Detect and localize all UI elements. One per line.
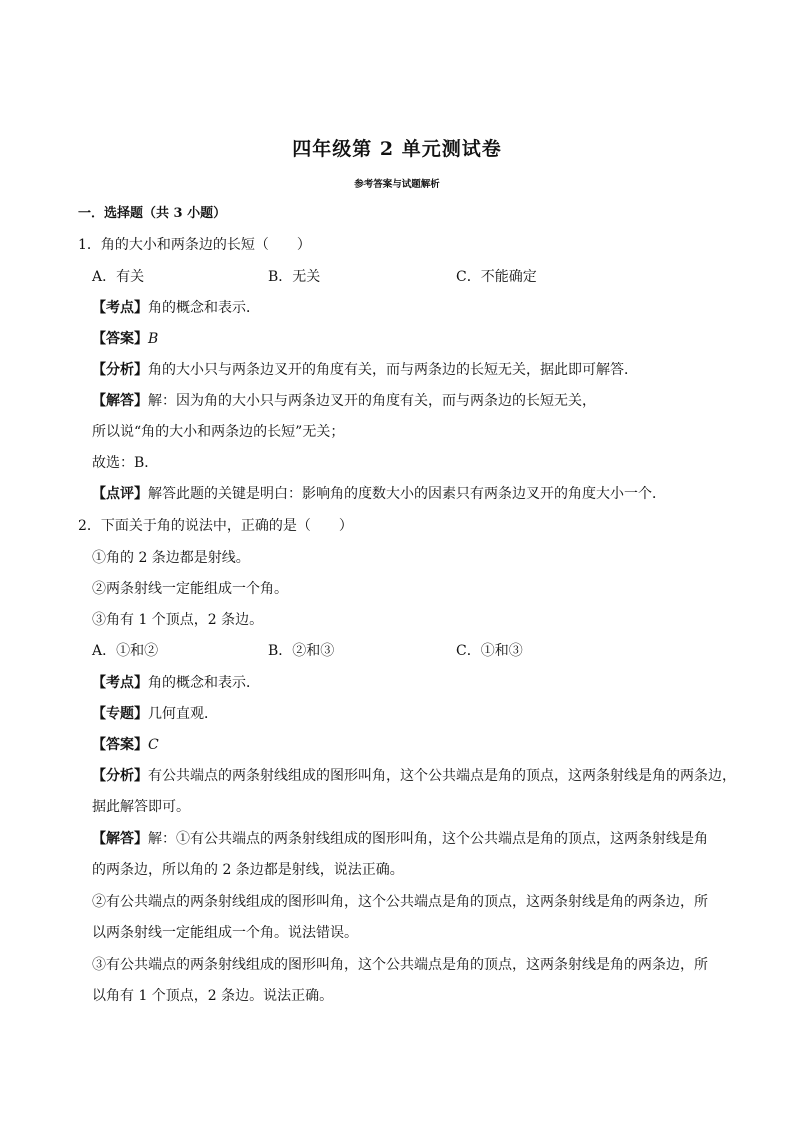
q1-option-c: C．不能确定 (456, 269, 537, 285)
q1-dianping-text: 解答此题的关键是明白：影响角的度数大小的因素只有两条边叉开的角度大小一个． (148, 486, 666, 502)
q2-kaodian-text: 角的概念和表示． (148, 675, 260, 691)
q2-zhuanti-tag: 【专题】 (92, 706, 148, 722)
q2-statement-1: ①角的 2 条边都是射线。 (92, 550, 250, 566)
q1-fenxi-text: 角的大小只与两条边叉开的角度有关，而与两条边的长短无关，据此即可解答． (148, 362, 638, 378)
q2-daan-tag: 【答案】 (92, 737, 148, 753)
q1-option-b: B．无关 (268, 269, 321, 285)
q1-kaodian (92, 298, 260, 318)
q2-jieda-tag: 【解答】 (92, 831, 148, 847)
q2-daan (92, 735, 159, 755)
q1-daan-tag: 【答案】 (92, 331, 148, 347)
q1-jieda-line3: 故选：B． (92, 455, 159, 471)
q1-option-a: A．有关 (92, 269, 145, 285)
q1-stem: 1．角的大小和两条边的长短（ ） (78, 237, 311, 253)
section-heading: 一．选择题（共 3 小题） (78, 206, 227, 221)
q2-option-b: B．②和③ (268, 643, 335, 659)
q2-statement-3: ③角有 1 个顶点，2 条边。 (92, 612, 264, 628)
q1-kaodian-tag: 【考点】 (92, 300, 148, 316)
q2-option-a: A．①和② (92, 643, 159, 659)
q1-dianping (92, 484, 666, 504)
q1-fenxi-tag: 【分析】 (92, 362, 148, 378)
q1-jieda-tag: 【解答】 (92, 393, 148, 409)
q2-stem: 2．下面关于角的说法中，正确的是（ ） (78, 518, 353, 534)
q2-statement-2: ②两条射线一定能组成一个角。 (92, 581, 288, 597)
page-title: 四年级第 2 单元测试卷 (292, 138, 502, 160)
q1-kaodian-text: 角的概念和表示． (148, 300, 260, 316)
q1-dianping-tag: 【点评】 (92, 486, 148, 502)
q1-daan-text: B (148, 331, 159, 347)
q2-daan-text: C (148, 737, 159, 753)
q2-fenxi (92, 766, 736, 786)
q2-jieda-line4: 以两条射线一定能组成一个角。说法错误。 (92, 925, 358, 941)
q2-option-c: C．①和③ (456, 643, 523, 659)
q2-fenxi-text: 有公共端点的两条射线组成的图形叫角，这个公共端点是角的顶点，这两条射线是角的两条边， (148, 768, 736, 784)
q1-daan (92, 329, 158, 349)
q2-kaodian (92, 673, 260, 693)
q1-jieda (92, 391, 596, 411)
q1-jieda-line2: 所以说“角的大小和两条边的长短”无关； (92, 424, 345, 440)
q2-kaodian-tag: 【考点】 (92, 675, 148, 691)
q2-jieda-line6: 以角有 1 个顶点，2 条边。说法正确。 (92, 988, 334, 1004)
q2-jieda-line2: 的两条边，所以角的 2 条边都是射线，说法正确。 (92, 862, 404, 878)
q2-jieda-line5: ③有公共端点的两条射线组成的图形叫角，这个公共端点是角的顶点，这两条射线是角的两条边，所 (92, 957, 708, 973)
q2-jieda-text: 解：①有公共端点的两条射线组成的图形叫角，这个公共端点是角的顶点，这两条射线是角 (148, 831, 708, 847)
q1-fenxi (92, 360, 638, 380)
q2-zhuanti (92, 704, 218, 724)
page-subtitle: 参考答案与试题解析 (354, 179, 440, 190)
q2-zhuanti-text: 几何直观． (148, 706, 218, 722)
q2-jieda (92, 829, 708, 849)
q2-fenxi-tag: 【分析】 (92, 768, 148, 784)
q2-jieda-line3: ②有公共端点的两条射线组成的图形叫角，这个公共端点是角的顶点，这两条射线是角的两条边，所 (92, 894, 708, 910)
q2-fenxi-line2: 据此解答即可。 (92, 799, 190, 815)
q1-jieda-text: 解：因为角的大小只与两条边叉开的角度有关，而与两条边的长短无关， (148, 393, 596, 409)
